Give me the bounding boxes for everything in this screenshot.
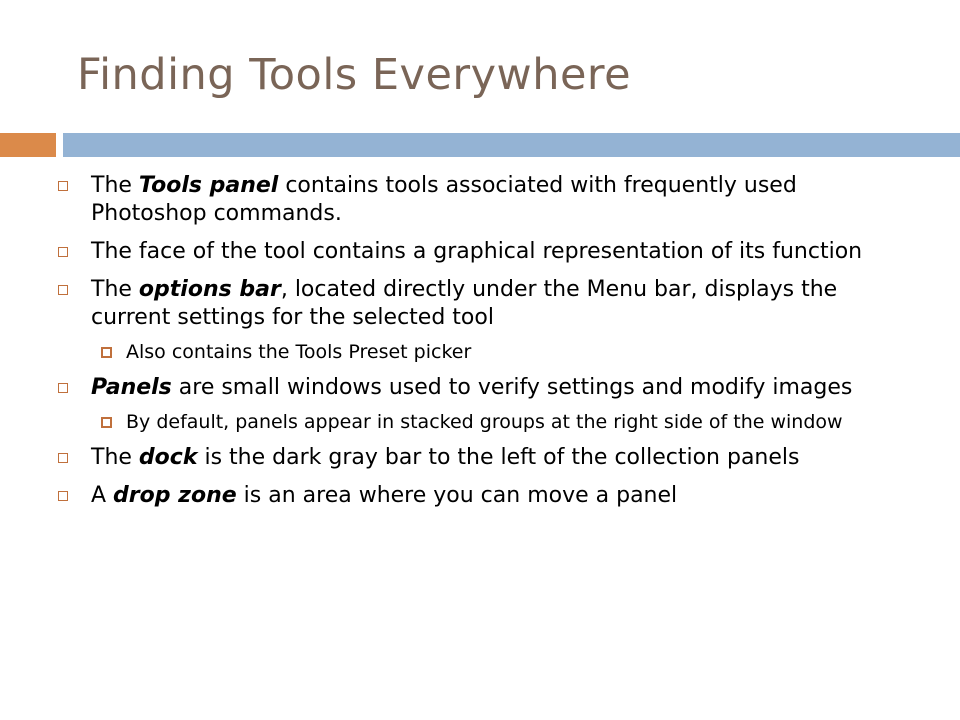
accent-bar-orange [0, 133, 56, 157]
bullet-text: The [91, 445, 139, 470]
emphasized-term: options bar [138, 277, 281, 302]
square-bullet-icon [58, 491, 68, 501]
bullet-text: The face of the tool contains a graphical representation of its function [91, 239, 863, 264]
bullet-text: is an area where you can move a panel [236, 483, 678, 508]
emphasized-term: Panels [91, 375, 172, 400]
bullet-text: are small windows used to verify settings and modify images [171, 375, 853, 400]
square-bullet-icon [58, 181, 68, 191]
square-bullet-icon [58, 453, 68, 463]
bullet-text: contains tools associated with frequently used Photoshop commands. [91, 173, 797, 226]
square-bullet-icon [58, 285, 68, 295]
emphasized-term: dock [138, 445, 198, 470]
bullet-text: is the dark gray bar to the left of the collection panels [197, 445, 800, 470]
slide-title: Finding Tools Everywhere [77, 50, 632, 100]
square-bullet-icon [58, 247, 68, 257]
square-bullet-icon [58, 383, 68, 393]
sub-bullet-text: Also contains the Tools Preset picker [126, 341, 472, 363]
bullet-text: The [91, 277, 139, 302]
bullet-list [0, 172, 960, 520]
bullet-item [0, 172, 960, 228]
square-bullet-icon [101, 347, 112, 358]
bullet-text: A [91, 483, 114, 508]
bullet-text: The [91, 173, 139, 198]
bullet-item [0, 444, 960, 472]
emphasized-term: drop zone [113, 483, 237, 508]
square-bullet-icon [101, 417, 112, 428]
bullet-text: , located directly under the Menu bar, displays the current settings for the selected tool [91, 277, 838, 330]
bullet-item [0, 276, 960, 332]
sub-bullet-text: By default, panels appear in stacked groups at the right side of the window [126, 411, 843, 433]
bullet-item [0, 482, 960, 510]
accent-bar-blue [63, 133, 960, 157]
bullet-item [0, 374, 960, 402]
emphasized-term: Tools panel [138, 173, 279, 198]
sub-bullet-item [0, 340, 960, 364]
sub-bullet-item [0, 410, 960, 434]
bullet-item [0, 238, 960, 266]
